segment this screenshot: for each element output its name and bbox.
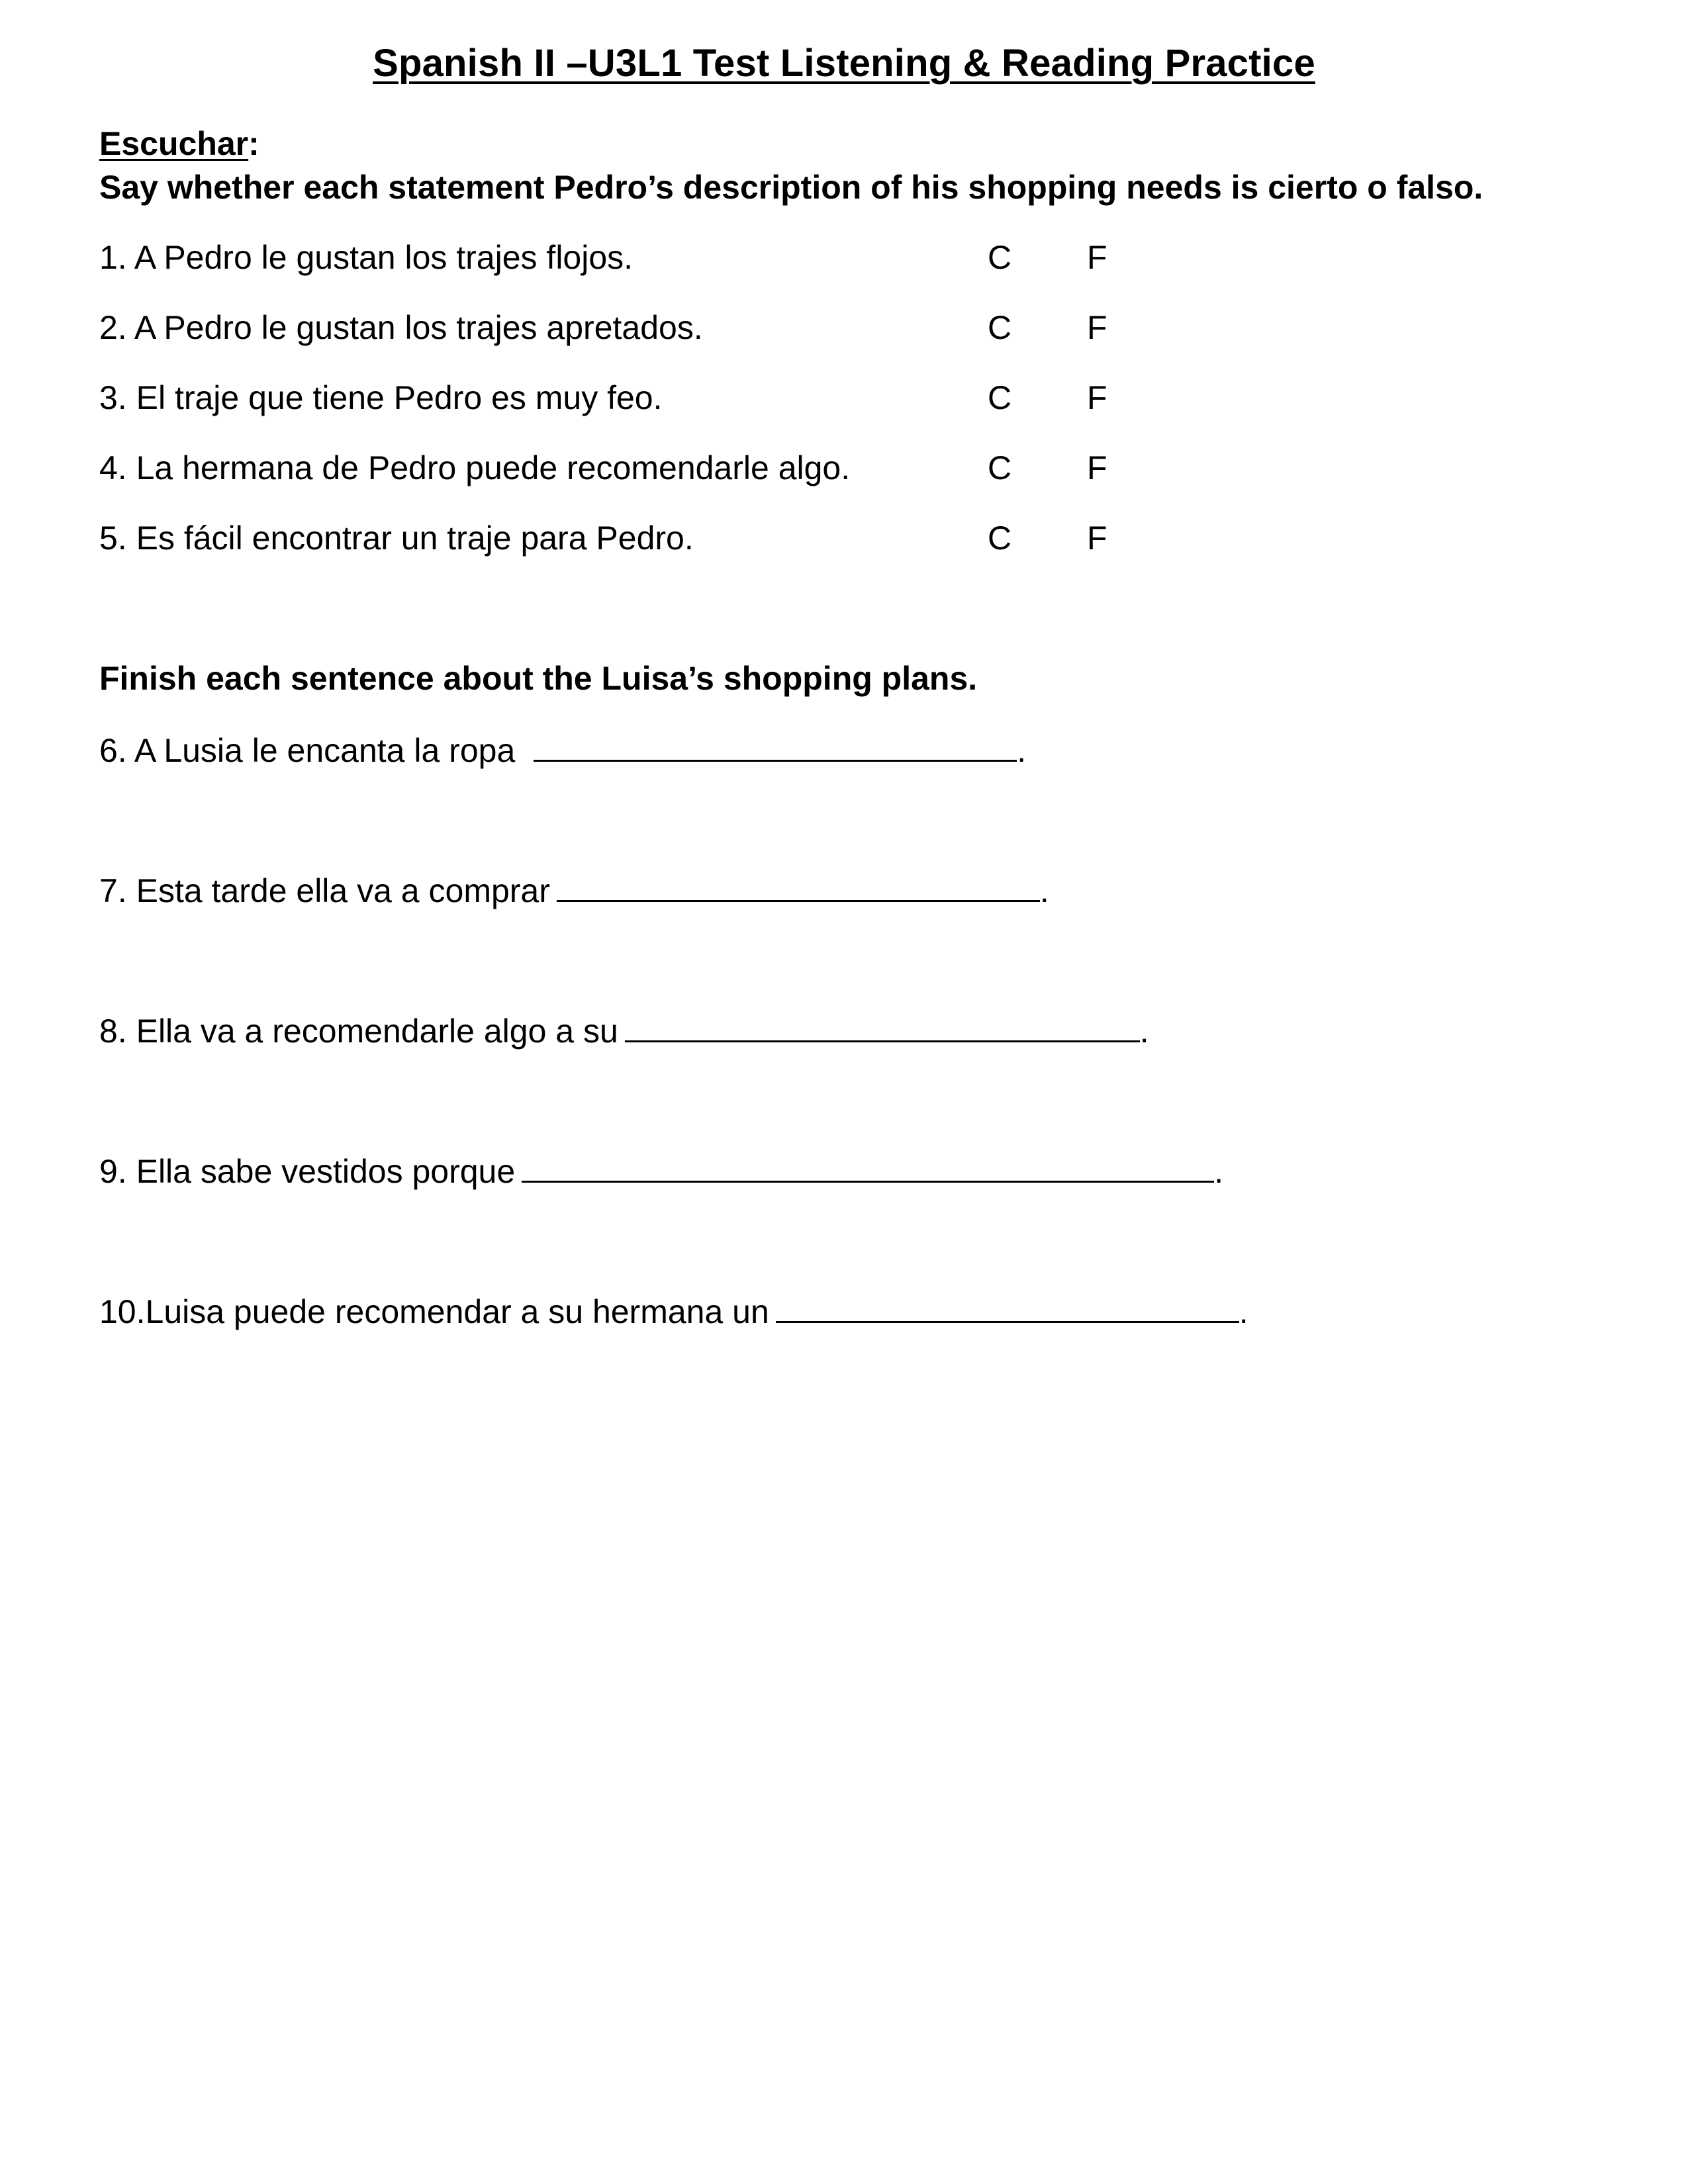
option-falso[interactable]: F xyxy=(1087,449,1107,486)
answer-blank[interactable] xyxy=(625,1010,1140,1042)
question-text: A Pedro le gustan los trajes apretados. xyxy=(134,309,703,346)
fill-question-6 xyxy=(99,729,1026,770)
fill-question-9 xyxy=(99,1150,1223,1191)
fill-question-10 xyxy=(99,1291,1248,1331)
fill-prompt: 10.Luisa puede recomendar a su hermana un xyxy=(99,1293,769,1330)
fill-prompt: 9. Ella sabe vestidos porque xyxy=(99,1153,516,1190)
section-label-colon: : xyxy=(248,125,259,162)
page-title: Spanish II –U3L1 Test Listening & Reading Practice xyxy=(373,42,1315,85)
question-number: 2. xyxy=(99,309,127,346)
option-cierto[interactable]: C xyxy=(988,379,1012,416)
question-number: 3. xyxy=(99,379,127,416)
listening-instructions: Say whether each statement Pedro’s description of his shopping needs is cierto o falso. xyxy=(99,169,1483,206)
sentence-period: . xyxy=(1017,732,1027,769)
section-label-text: Escuchar xyxy=(99,125,249,162)
fill-prompt: 6. A Lusia le encanta la ropa xyxy=(99,732,516,769)
tf-question-5 xyxy=(99,519,1589,565)
option-falso[interactable]: F xyxy=(1087,379,1107,416)
question-text: La hermana de Pedro puede recomendarle algo. xyxy=(136,449,851,486)
question-text: El traje que tiene Pedro es muy feo. xyxy=(136,379,663,416)
section-label-escuchar xyxy=(99,124,259,163)
question-number: 5. xyxy=(99,520,127,557)
sentence-period: . xyxy=(1239,1293,1248,1330)
tf-question-2 xyxy=(99,308,1589,355)
fill-question-8 xyxy=(99,1010,1149,1050)
question-text: Es fácil encontrar un traje para Pedro. xyxy=(136,520,694,557)
option-falso[interactable]: F xyxy=(1087,309,1107,346)
tf-question-1 xyxy=(99,238,1589,285)
answer-blank[interactable] xyxy=(522,1150,1214,1183)
sentence-period: . xyxy=(1039,872,1049,909)
question-number: 4. xyxy=(99,449,127,486)
option-cierto[interactable]: C xyxy=(988,239,1012,276)
fill-prompt: 7. Esta tarde ella va a comprar xyxy=(99,872,550,909)
answer-blank[interactable] xyxy=(534,729,1017,762)
option-falso[interactable]: F xyxy=(1087,239,1107,276)
tf-question-4 xyxy=(99,449,1589,495)
completion-instructions: Finish each sentence about the Luisa’s shopping plans. xyxy=(99,660,978,697)
fill-prompt: 8. Ella va a recomendarle algo a su xyxy=(99,1013,618,1050)
option-cierto[interactable]: C xyxy=(988,449,1012,486)
question-number: 1. xyxy=(99,239,127,276)
sentence-period: . xyxy=(1214,1153,1224,1190)
answer-blank[interactable] xyxy=(776,1291,1239,1323)
tf-question-3 xyxy=(99,379,1589,425)
sentence-period: . xyxy=(1139,1013,1149,1050)
option-falso[interactable]: F xyxy=(1087,520,1107,557)
option-cierto[interactable]: C xyxy=(988,309,1012,346)
fill-question-7 xyxy=(99,870,1049,910)
option-cierto[interactable]: C xyxy=(988,520,1012,557)
question-text: A Pedro le gustan los trajes flojos. xyxy=(134,239,633,276)
answer-blank[interactable] xyxy=(557,870,1040,902)
